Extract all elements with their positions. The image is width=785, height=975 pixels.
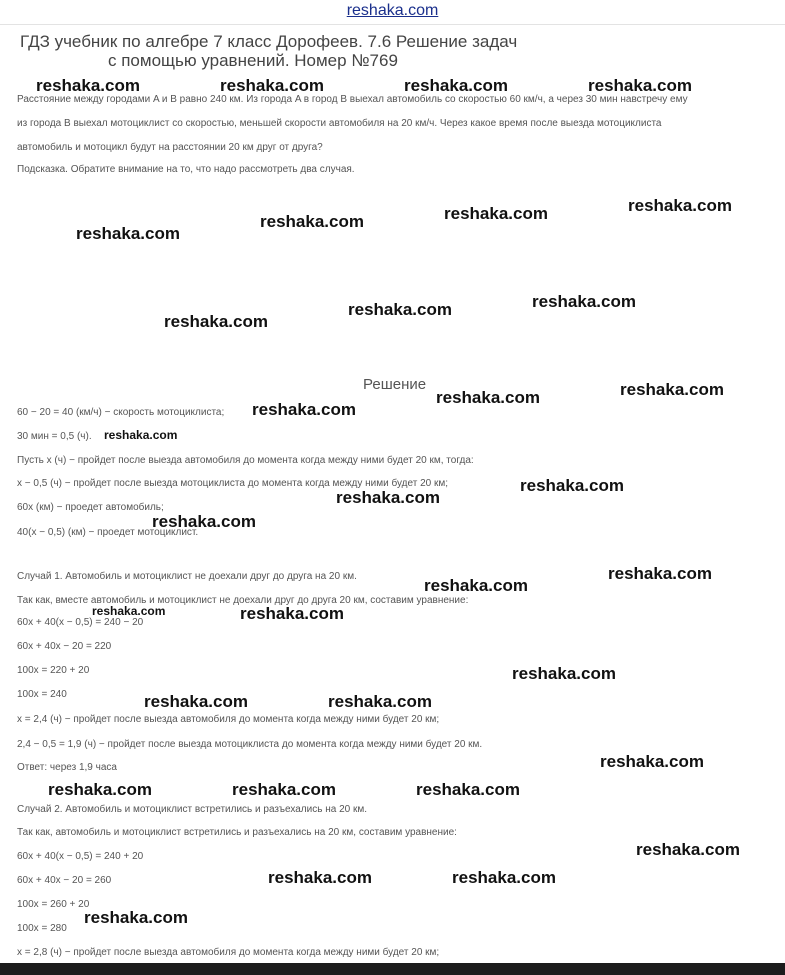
- equation-line: 60x + 40(x − 0,5) = 240 − 20: [17, 617, 144, 628]
- equation-line: 60x + 40(x − 0,5) = 240 + 20: [17, 851, 144, 862]
- hint-line: Подсказка. Обратите внимание на то, что надо рассмотреть два случая.: [17, 164, 355, 175]
- watermark: reshaka.com: [260, 212, 364, 231]
- watermark: reshaka.com: [220, 76, 324, 95]
- watermark: reshaka.com: [92, 604, 166, 618]
- watermark: reshaka.com: [444, 204, 548, 223]
- watermark: reshaka.com: [36, 76, 140, 95]
- watermark: reshaka.com: [600, 752, 704, 771]
- watermark: reshaka.com: [608, 564, 712, 583]
- solution-line: 40(x − 0,5) (км) − проедет мотоциклист.: [17, 527, 199, 538]
- solution-line: Так как, автомобиль и мотоциклист встретились и разъехались на 20 км, составим уравнение:: [17, 827, 457, 838]
- watermark: reshaka.com: [336, 488, 440, 507]
- page-title-line-2: с помощью уравнений. Номер №769: [108, 51, 398, 70]
- watermark: reshaka.com: [252, 400, 356, 419]
- site-link[interactable]: reshaka.com: [346, 2, 439, 19]
- answer-line: Ответ: через 1,9 часа: [17, 762, 117, 773]
- watermark: reshaka.com: [628, 196, 732, 215]
- solution-line: Пусть x (ч) − пройдет после выезда автомобиля до момента когда между ними будет 20 км, тогда:: [17, 455, 474, 466]
- solution-line: 30 мин = 0,5 (ч).: [17, 431, 92, 442]
- case-1-heading: Случай 1. Автомобиль и мотоциклист не доехали друг до друга на 20 км.: [17, 571, 357, 582]
- watermark: reshaka.com: [104, 428, 178, 442]
- equation-line: 100x = 220 + 20: [17, 665, 90, 676]
- watermark: reshaka.com: [144, 692, 248, 711]
- watermark: reshaka.com: [328, 692, 432, 711]
- watermark: reshaka.com: [588, 76, 692, 95]
- page-title-line-1: ГДЗ учебник по алгебре 7 класс Дорофеев. 7.6 Решение задач: [20, 32, 518, 51]
- watermark: reshaka.com: [620, 380, 724, 399]
- solution-line: 60 − 20 = 40 (км/ч) − скорость мотоциклиста;: [17, 407, 225, 418]
- solution-line: Так как, вместе автомобиль и мотоциклист не доехали друг до друга 20 км, составим уравнение:: [17, 595, 469, 606]
- task-line: из города B выехал мотоциклист со скоростью, меньшей скорости автомобиля на 20 км/ч. Через какое время после выезда мотоциклиста: [17, 118, 662, 129]
- watermark: reshaka.com: [240, 604, 344, 623]
- watermark: reshaka.com: [436, 388, 540, 407]
- watermark: reshaka.com: [76, 224, 180, 243]
- watermark: reshaka.com: [232, 780, 336, 799]
- equation-line: 100x = 280: [17, 923, 67, 934]
- watermark: reshaka.com: [416, 780, 520, 799]
- watermark: reshaka.com: [636, 840, 740, 859]
- equation-line: 100x = 240: [17, 689, 67, 700]
- solution-line: 60x (км) − проедет автомобиль;: [17, 502, 164, 513]
- watermark: reshaka.com: [532, 292, 636, 311]
- solution-line: x − 0,5 (ч) − пройдет после выезда мотоциклиста до момента когда между ними будет 20 км;: [17, 478, 449, 489]
- watermark: reshaka.com: [348, 300, 452, 319]
- watermark: reshaka.com: [268, 868, 372, 887]
- watermark: reshaka.com: [48, 780, 152, 799]
- task-line: Расстояние между городами A и B равно 240 км. Из города A в город B выехал автомобиль со скоростью 60 км/ч, а через 30 мин навстречу ему: [17, 94, 688, 105]
- watermark: reshaka.com: [452, 868, 556, 887]
- case-2-heading: Случай 2. Автомобиль и мотоциклист встретились и разъехались на 20 км.: [17, 804, 367, 815]
- solution-heading: Решение: [363, 376, 427, 393]
- watermark: reshaka.com: [512, 664, 616, 683]
- watermark: reshaka.com: [164, 312, 268, 331]
- watermark: reshaka.com: [152, 512, 256, 531]
- equation-line: 60x + 40x − 20 = 260: [17, 875, 112, 886]
- watermark: reshaka.com: [84, 908, 188, 927]
- page-title: [20, 32, 540, 70]
- top-bar: [0, 0, 785, 25]
- solution-line: 2,4 − 0,5 = 1,9 (ч) − пройдет после выезда мотоциклиста до момента когда между ними будет 20 км.: [17, 739, 483, 750]
- watermark: reshaka.com: [404, 76, 508, 95]
- equation-line: 60x + 40x − 20 = 220: [17, 641, 112, 652]
- solution-line: x = 2,8 (ч) − пройдет после выезда автомобиля до момента когда между ними будет 20 км;: [17, 947, 440, 958]
- solution-line: x = 2,4 (ч) − пройдет после выезда автомобиля до момента когда между ними будет 20 км;: [17, 714, 440, 725]
- task-line: автомобиль и мотоцикл будут на расстоянии 20 км друг от друга?: [17, 142, 323, 153]
- watermark: reshaka.com: [520, 476, 624, 495]
- equation-line: 100x = 260 + 20: [17, 899, 90, 910]
- bottom-bar: [0, 963, 785, 975]
- watermark: reshaka.com: [424, 576, 528, 595]
